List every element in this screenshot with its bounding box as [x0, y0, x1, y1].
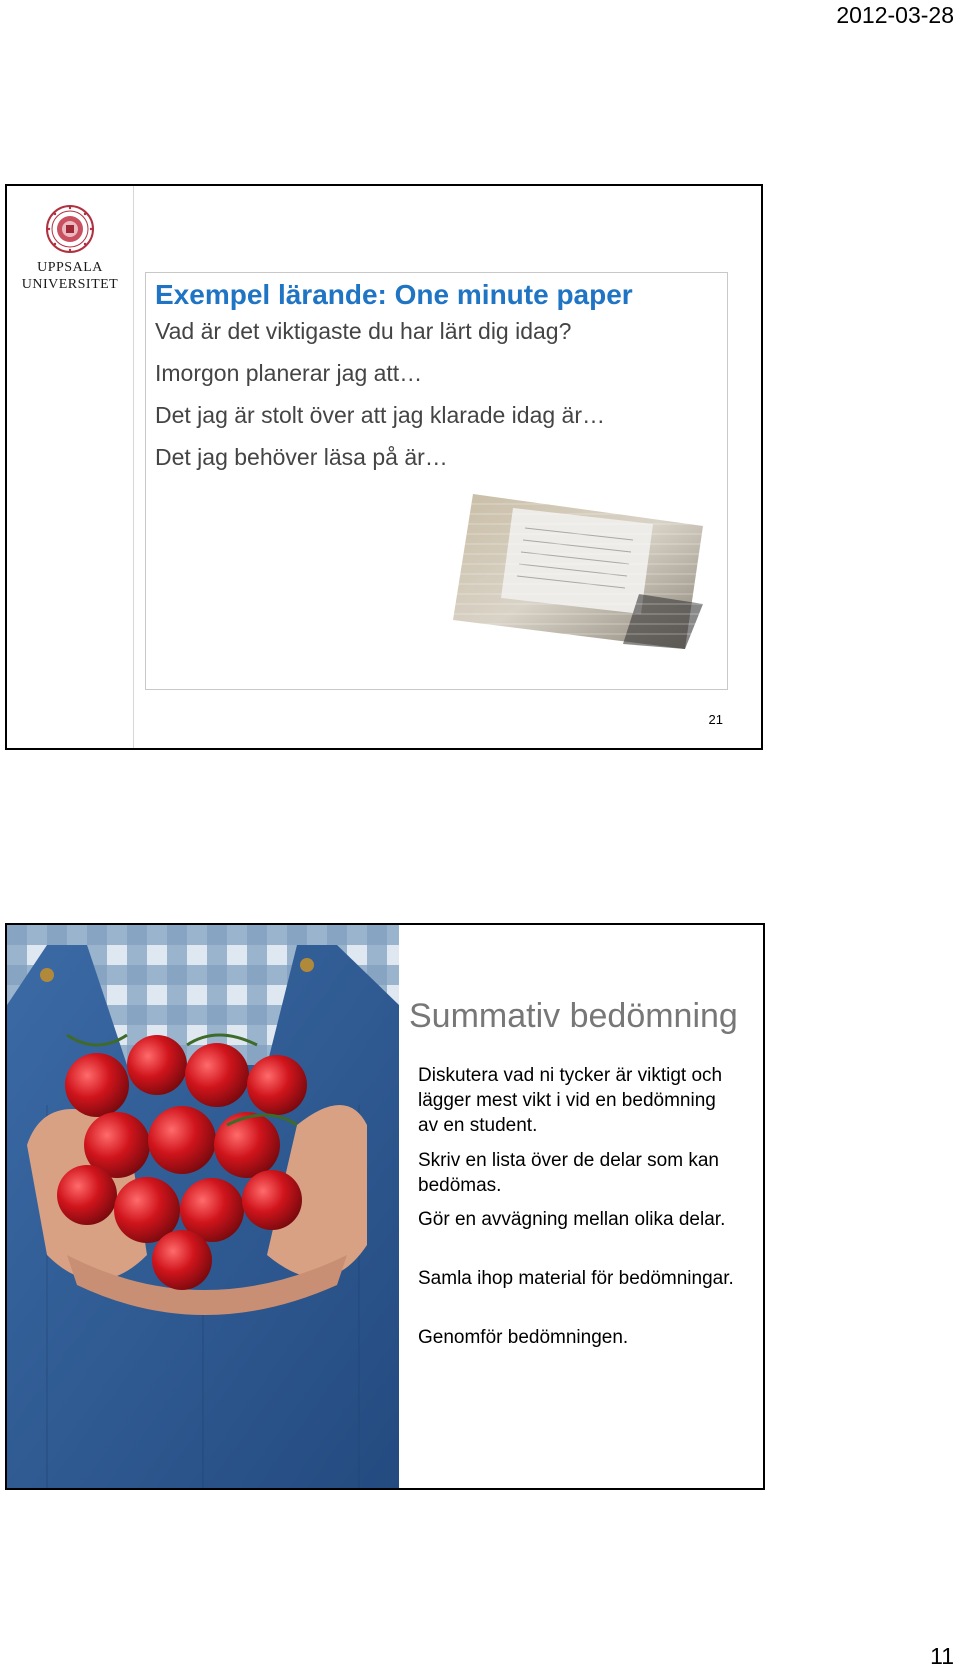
prompt-line: Det jag är stolt över att jag klarade idag är…: [155, 402, 606, 428]
prompt-line: Det jag behöver läsa på är…: [155, 444, 448, 470]
prompt-line: Vad är det viktigaste du har lärt dig idag?: [155, 318, 572, 344]
list-item: Samla ihop material för bedömningar.: [418, 1268, 734, 1289]
slide-number: 21: [708, 712, 723, 727]
list-item: Genomför bedömningen.: [418, 1327, 629, 1348]
slide-one-minute-paper: [5, 184, 763, 750]
list-item: Skriv en lista över de delar som kan bedömas.: [418, 1150, 719, 1196]
slide-title: Exempel lärande: One minute paper: [155, 279, 633, 310]
slide-summative-assessment: [5, 923, 765, 1490]
university-name-line1: UPPSALA: [37, 260, 103, 275]
logo-column: [7, 186, 134, 748]
slide-title: Summativ bedömning: [409, 997, 738, 1035]
page-date: 2012-03-28: [836, 2, 954, 28]
university-seal-icon: [45, 204, 95, 254]
university-name-line2: UNIVERSITET: [21, 277, 119, 292]
page-number: 11: [930, 1643, 954, 1669]
handwritten-paper-photo: [453, 494, 703, 649]
list-item: Gör en avvägning mellan olika delar.: [418, 1209, 726, 1230]
tomatoes-in-hands-photo: [7, 925, 399, 1488]
prompt-line: Imorgon planerar jag att…: [155, 360, 423, 386]
list-item: Diskutera vad ni tycker är viktigt och lägger mest vikt i vid en bedömning av en student.: [418, 1065, 723, 1136]
